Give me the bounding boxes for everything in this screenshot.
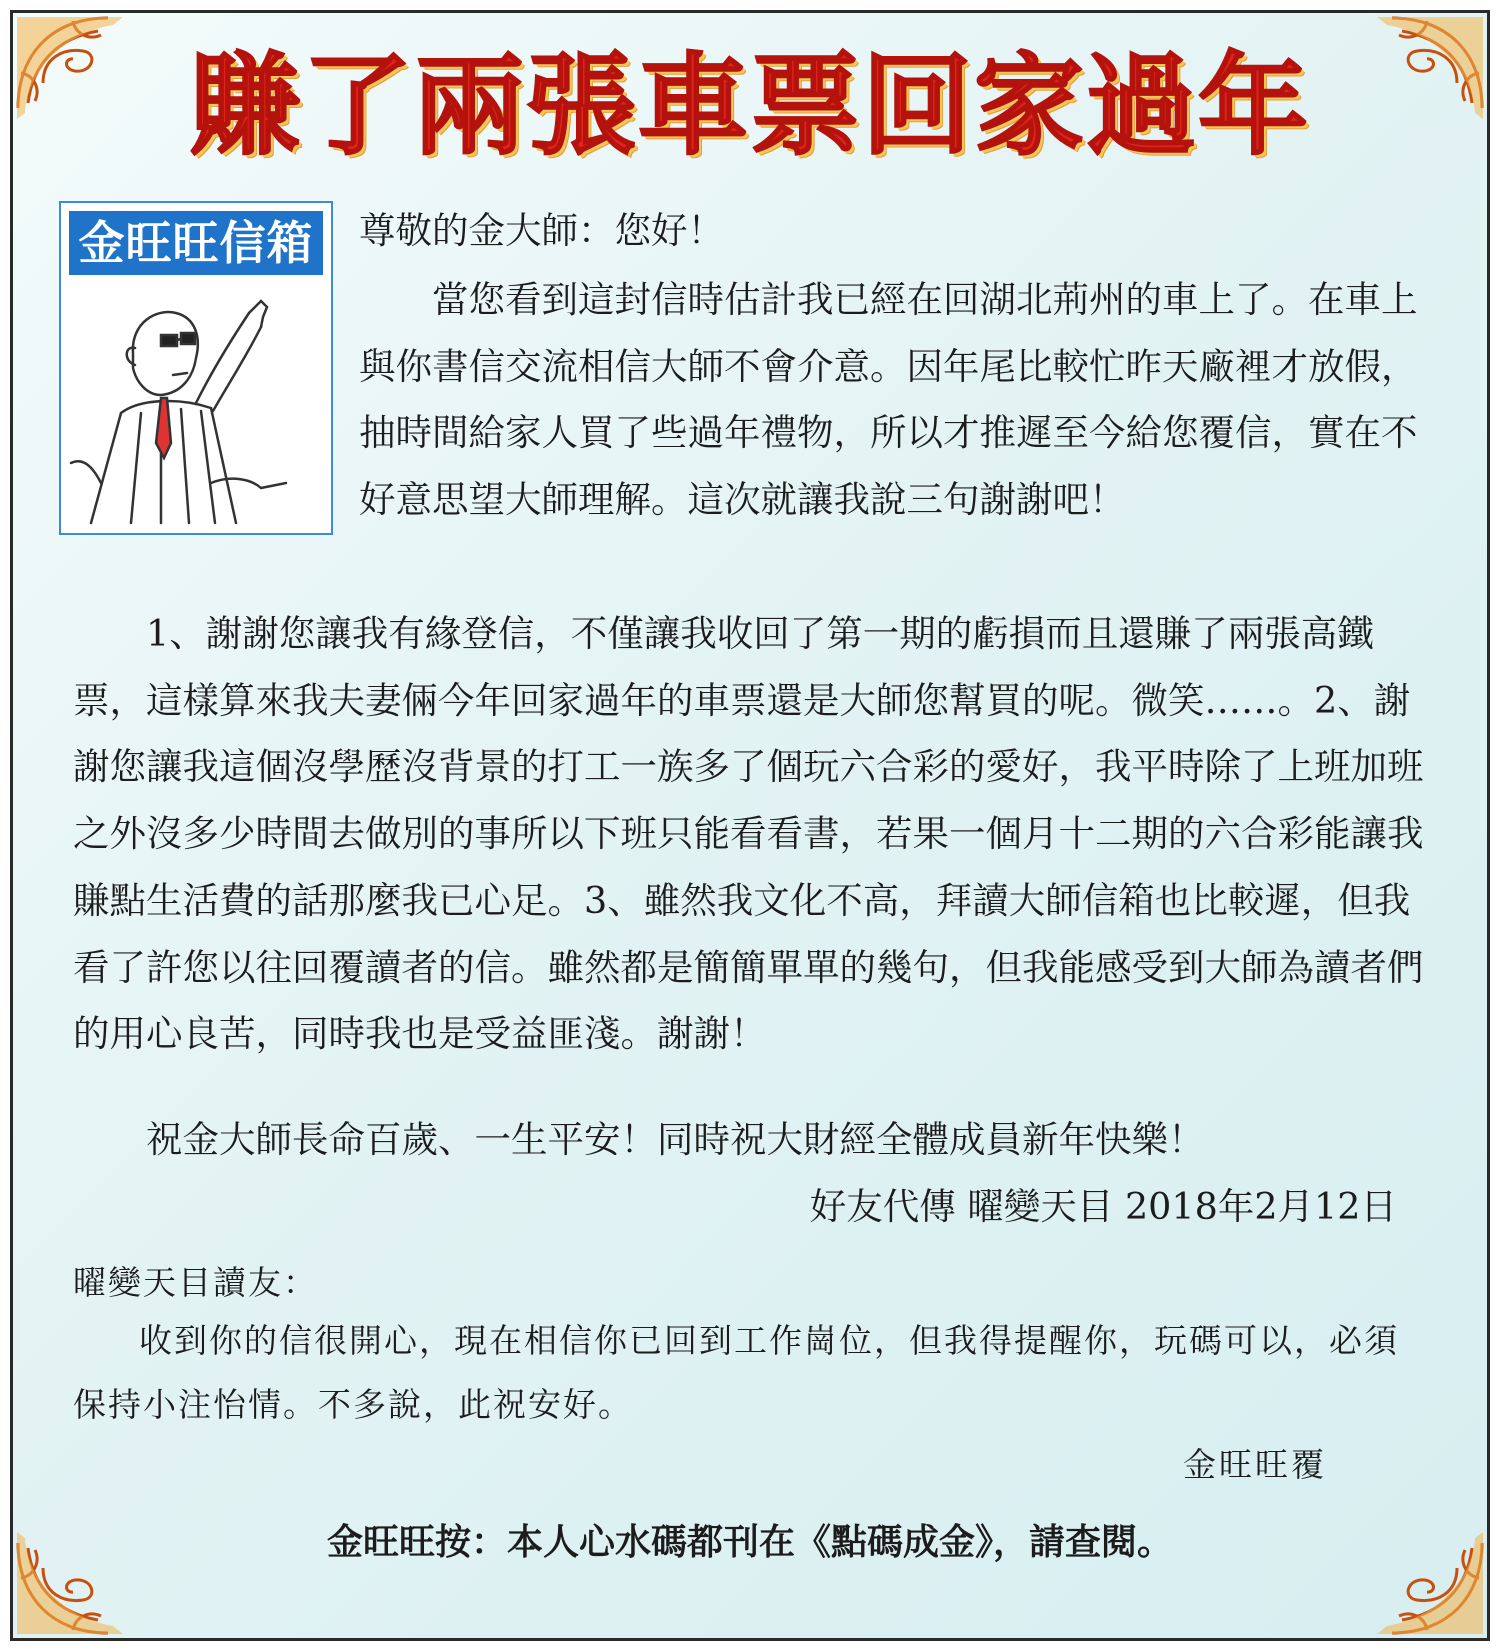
- letter-intro: 當您看到這封信時估計我已經在回湖北荊州的車上了。在車上與你書信交流相信大師不會介意。因年尾比較忙昨天廠裡才放假，抽時間給家人買了些過年禮物，所以才推遲至今給您覆信，實在不好意思望大師理解。這次就讓我說三句謝謝吧！: [359, 278, 1418, 522]
- letter-signature: 好友代傳 曜變天目 2018年2月12日: [809, 1185, 1397, 1228]
- letter-greeting: 尊敬的金大師：您好！: [359, 209, 724, 252]
- letter-wishes: 祝金大師長命百歲、一生平安！同時祝大財經全體成員新年快樂！: [146, 1118, 1205, 1161]
- headline: 賺了兩張車票回家過年: [190, 41, 1310, 170]
- editor-note: 金旺旺按：本人心水碼都刊在《點碼成金》，請查閱。: [326, 1522, 1173, 1563]
- reply-signature: 金旺旺覆: [1183, 1445, 1327, 1484]
- reply-body: 收到你的信很開心，現在相信你已回到工作崗位，但我得提醒你，玩碼可以，必須保持小注怡情。不多說，此祝安好。: [73, 1321, 1399, 1424]
- reply-salutation: 曜變天目讀友：: [73, 1263, 318, 1302]
- letter-panel: [10, 10, 1490, 1641]
- column-badge-label: 金旺旺信箱: [69, 211, 323, 275]
- pointing-man-illustration: [61, 283, 327, 529]
- column-badge: [59, 201, 333, 535]
- letter-body: 1、謝謝您讓我有緣登信，不僅讓我收回了第一期的虧損而且還賺了兩張高鐵票，這樣算來我夫妻倆今年回家過年的車票還是大師您幫買的呢。微笑……。2、謝謝您讓我這個沒學歷沒背景的打工一族多了個玩六合彩的愛好，我平時除了上班加班之外沒多少時間去做別的事所以下班只能看看書，若果一個月十二期的六合彩能讓我賺點生活費的話那麼我已心足。3、雖然我文化不高，拜讀大師信箱也比較遲，但我看了許您以往回覆讀者的信。雖然都是簡簡單單的幾句，但我能感受到大師為讀者們的用心良苦，同時我也是受益匪淺。謝謝！: [73, 612, 1424, 1056]
